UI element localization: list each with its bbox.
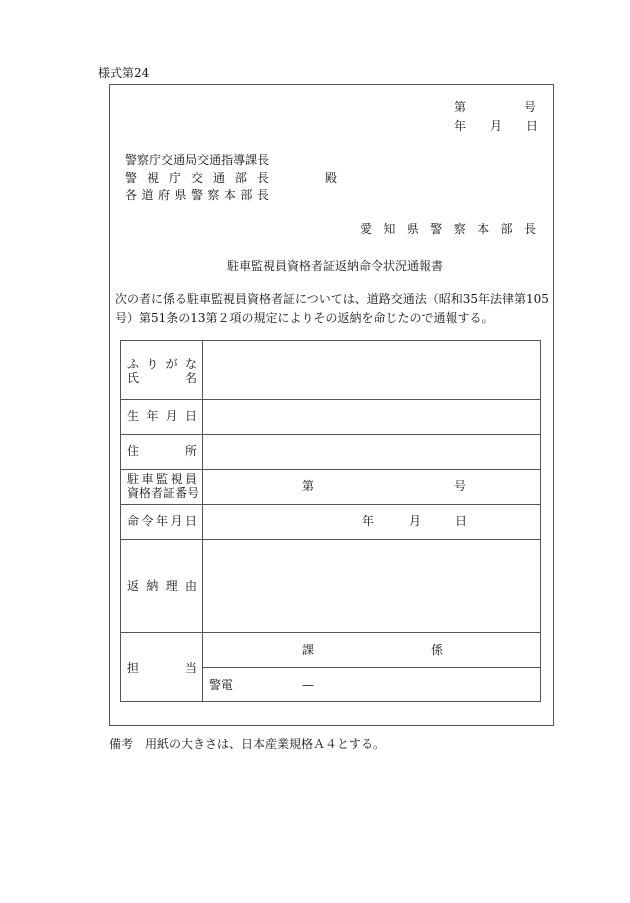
date-day: 日 <box>526 119 539 133</box>
address-field[interactable] <box>203 435 540 469</box>
addressee-1: 警 察 庁 交 通 局 交 通 指 導 課 長 <box>125 153 270 167</box>
doc-no-suffix: 号 <box>524 100 537 114</box>
sender: 愛 知 県 警 察 本 部 長 <box>360 222 536 236</box>
phone-dash: — <box>302 678 314 692</box>
phone-label: 警電 <box>209 678 234 692</box>
label-birthdate: 生 年 月 日 <box>127 409 197 423</box>
reason-field[interactable] <box>203 540 540 632</box>
order-month: 月 <box>409 514 422 528</box>
label-cert-no-1: 駐 車 監 視 員 <box>127 472 197 486</box>
section-label: 課 <box>302 643 315 657</box>
honorific: 殿 <box>325 171 338 185</box>
addressee-2: 警 視 庁 交 通 部 長 <box>125 171 269 185</box>
note: 備考 用紙の大きさは、日本産業規格Ａ４とする。 <box>109 737 386 751</box>
name-field[interactable] <box>203 341 540 399</box>
doc-no-prefix: 第 <box>454 100 467 114</box>
birthdate-field[interactable] <box>203 400 540 434</box>
addressee-3: 各 道 府 県 警 察 本 部 長 <box>125 188 269 202</box>
form-number: 様式第24 <box>98 66 150 80</box>
cert-no-suffix: 号 <box>454 479 467 493</box>
order-year: 年 <box>362 514 375 528</box>
label-contact: 担 当 <box>127 661 197 675</box>
date-year: 年 <box>454 119 467 133</box>
unit-label: 係 <box>431 643 444 657</box>
body-line-2: 号）第51条の13第２項の規定によりその返納を命じたので通報する。 <box>115 311 494 325</box>
label-reason: 返 納 理 由 <box>127 579 197 593</box>
order-day: 日 <box>455 514 468 528</box>
body-line-1: 次の者に係る駐車監視員資格者証については、道路交通法（昭和35年法律第105 <box>115 292 549 306</box>
cert-no-prefix: 第 <box>302 479 315 493</box>
label-name: 氏 名 <box>127 371 197 385</box>
label-order-date: 命 令 年 月 日 <box>127 514 197 528</box>
date-month: 月 <box>490 119 503 133</box>
document-title: 駐車監視員資格者証返納命令状況通報書 <box>227 259 444 273</box>
label-cert-no-2: 資 格 者 証 番 号 <box>127 486 200 500</box>
label-furigana: ふ り が な <box>127 357 197 371</box>
report-table <box>120 340 541 702</box>
label-address: 住 所 <box>127 444 197 458</box>
